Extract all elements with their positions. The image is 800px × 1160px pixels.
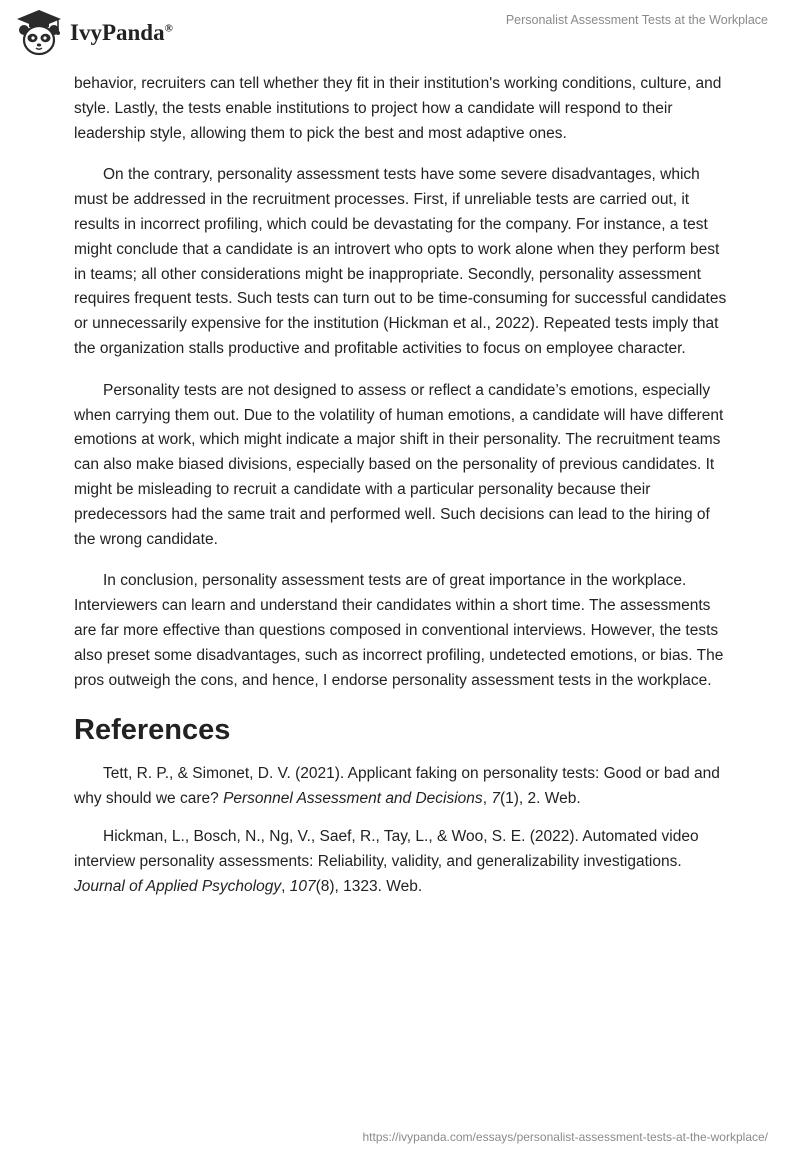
essay-body: [74, 72, 730, 912]
panda-graduate-icon: [14, 8, 64, 58]
ivypanda-logo[interactable]: [14, 8, 173, 58]
document-title: Personalist Assessment Tests at the Workplace: [505, 13, 768, 27]
brand-name: IvyPanda®: [70, 20, 173, 45]
reference-item: Hickman, L., Bosch, N., Ng, V., Saef, R., Tay, L., & Woo, S. E. (2022). Automated video interview personality assessments: Reliability, validity, and generalizability investigations. Journal of Applied Psychology, 107(8), 1323. Web.: [74, 827, 699, 895]
paragraph-continued: behavior, recruiters can tell whether they fit in their institution's working conditions, culture, and style. Lastly, the tests enable institutions to project how a candidate will respond to their leadership style, allowing them to pick the best and most adaptive ones.: [74, 75, 722, 142]
references-heading: References: [74, 714, 231, 747]
reference-item: Tett, R. P., & Simonet, D. V. (2021). Applicant faking on personality tests: Good or bad and why should we care? Personnel Assessment and Decisions, 7(1), 2. Web.: [74, 765, 720, 808]
source-url[interactable]: https://ivypanda.com/essays/personalist-assessment-tests-at-the-workplace/: [362, 1130, 768, 1144]
paragraph-emotions: Personality tests are not designed to assess or reflect a candidate’s emotions, especially when carrying them out. Due to the volatility of human emotions, a candidate will have different emotions at work, which might indicate a major shift in their personality. The recruitment teams can also make biased divisions, especially based on the personality of previous candidates. It might be misleading to recruit a candidate with a particular personality because their predecessors had the same trait and performed well. Such decisions can lead to the hiring of the wrong candidate.: [74, 381, 724, 548]
paragraph-disadvantages: On the contrary, personality assessment tests have some severe disadvantages, which must be addressed in the recruitment processes. First, if unreliable tests are carried out, it results in incorrect profiling, which could be devastating for the company. For instance, a test might conclude that a candidate is an introvert who opts to work alone when they perform best in teams; all other considerations might be inappropriate. Secondly, personality assessment requires frequent tests. Such tests can turn out to be time-consuming for successful candidates or unnecessarily expensive for the institution (Hickman et al., 2022). Repeated tests imply that the organization stalls productive and profitable activities to focus on employee character.: [74, 166, 727, 357]
page-header: [0, 0, 800, 68]
paragraph-conclusion: In conclusion, personality assessment tests are of great importance in the workplace. Interviewers can learn and understand their candidates within a short time. The assessments are far more effective than questions composed in conventional interviews. However, the tests also preset some disadvantages, such as incorrect profiling, undetected emotions, or bias. The pros outweigh the cons, and hence, I endorse personality assessment tests in the workplace.: [74, 572, 724, 689]
